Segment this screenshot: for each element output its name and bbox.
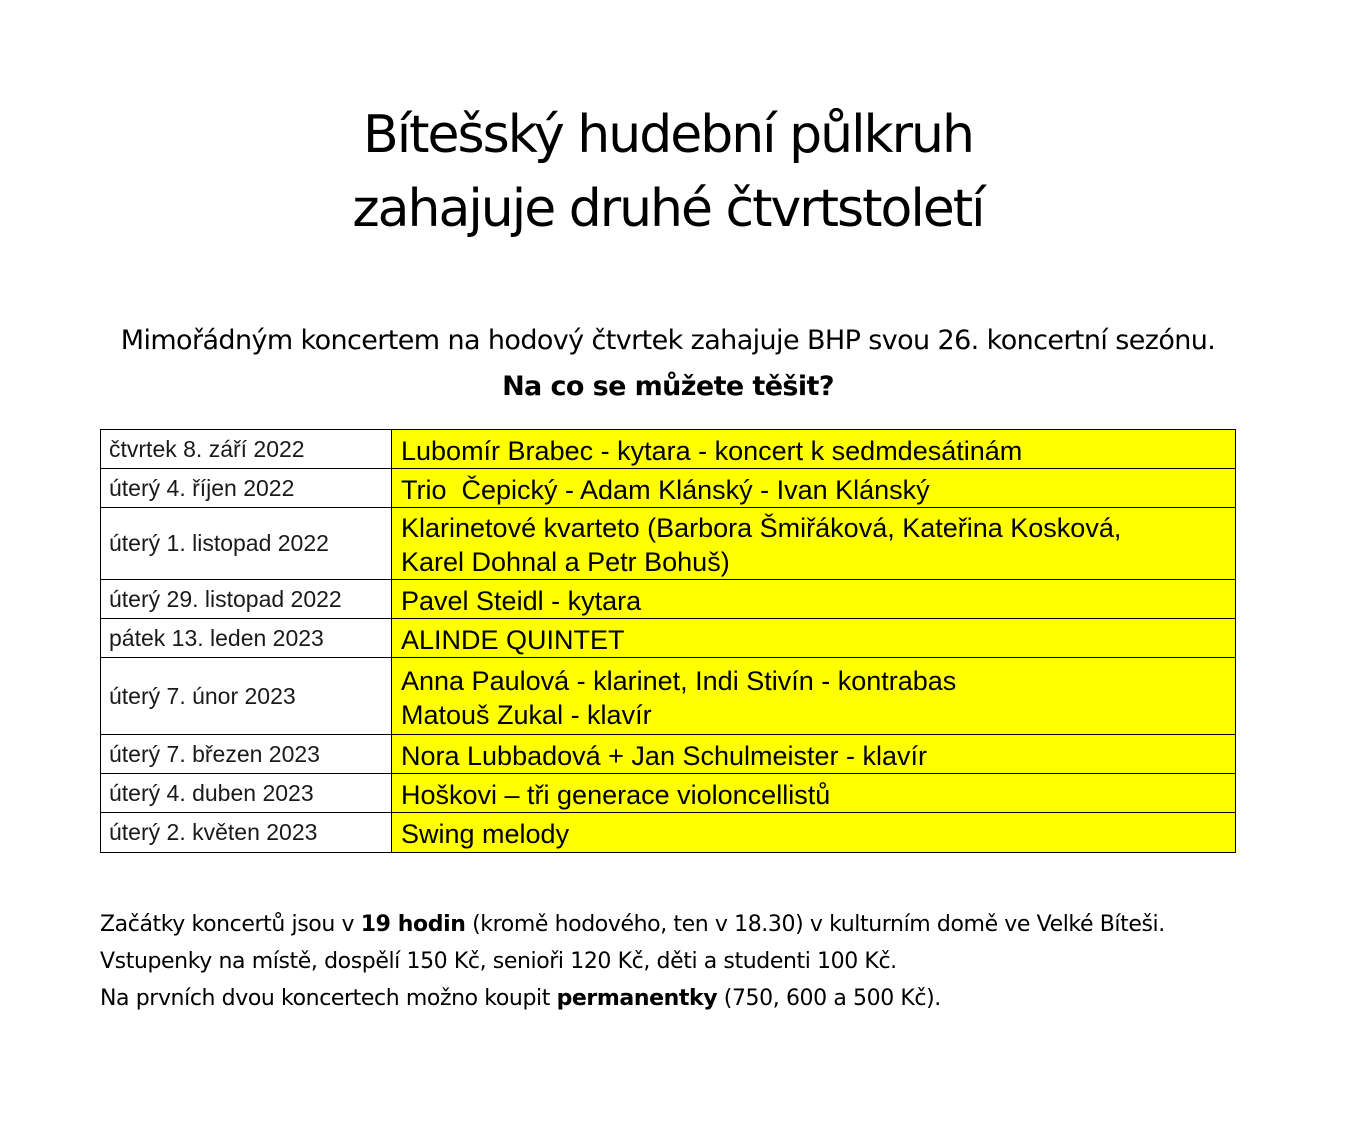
- event-line: Anna Paulová - klarinet, Indi Stivín - kontrabas: [401, 665, 957, 696]
- footer-text: Začátky koncertů jsou v: [100, 912, 361, 937]
- event-line: Lubomír Brabec - kytara - koncert k sedmdesátinám: [401, 435, 1023, 466]
- table-row: [101, 619, 1236, 658]
- event-line: Hoškovi – tři generace violoncellistů: [401, 779, 831, 810]
- concert-event: [392, 813, 1236, 853]
- table-row: [101, 469, 1236, 508]
- concert-date: úterý 4. duben 2023: [101, 774, 392, 813]
- page-title: [0, 98, 1336, 246]
- concert-date: úterý 7. březen 2023: [101, 735, 392, 774]
- intro-emphasis: Na co se můžete těšit?: [502, 371, 834, 402]
- concert-event: [392, 430, 1236, 469]
- table-row: [101, 735, 1236, 774]
- event-line: Swing melody: [401, 819, 570, 849]
- concert-event: [392, 735, 1236, 774]
- concert-event: [392, 619, 1236, 658]
- concert-event: [392, 580, 1236, 619]
- table-row: [101, 813, 1236, 853]
- footer-text: (kromě hodového, ten v 18.30) v kulturním domě ve Velké Bíteši.: [465, 912, 1165, 937]
- footer-line-start-time: [100, 906, 1300, 943]
- concert-date: úterý 29. listopad 2022: [101, 580, 392, 619]
- concert-date: pátek 13. leden 2023: [101, 619, 392, 658]
- footer-info: [100, 906, 1300, 1017]
- concert-date: úterý 7. únor 2023: [101, 658, 392, 735]
- footer-text: Na prvních dvou koncertech možno koupit: [100, 986, 557, 1011]
- event-line: Nora Lubbadová + Jan Schulmeister - klavír: [401, 740, 928, 771]
- concert-date: úterý 4. říjen 2022: [101, 469, 392, 508]
- intro-paragraph: [100, 318, 1236, 410]
- table-row: [101, 430, 1236, 469]
- title-line-2: zahajuje druhé čtvrtstoletí: [352, 179, 984, 239]
- table-row: [101, 658, 1236, 735]
- concert-event: [392, 508, 1236, 580]
- event-line: Klarinetové kvarteto (Barbora Šmiřáková, Kateřina Kosková,: [401, 513, 1122, 543]
- concert-date: úterý 2. květen 2023: [101, 813, 392, 853]
- season-ticket-label: permanentky: [556, 986, 718, 1011]
- concert-program-table: [100, 429, 1236, 853]
- event-line: Karel Dohnal a Petr Bohuš): [401, 547, 730, 577]
- footer-line-tickets: Vstupenky na místě, dospělí 150 Kč, senioři 120 Kč, děti a studenti 100 Kč.: [100, 949, 897, 974]
- concert-event: [392, 774, 1236, 813]
- table-row: [101, 580, 1236, 619]
- event-line: ALINDE QUINTET: [401, 624, 625, 655]
- concert-date: čtvrtek 8. září 2022: [101, 430, 392, 469]
- concert-event: [392, 658, 1236, 735]
- table-row: [101, 774, 1236, 813]
- event-line: Trio Čepický - Adam Klánský - Ivan Klánský: [401, 474, 930, 505]
- intro-text: Mimořádným koncertem na hodový čtvrtek zahajuje BHP svou 26. koncertní sezónu.: [120, 325, 1216, 356]
- footer-text: (750, 600 a 500 Kč).: [717, 986, 941, 1011]
- event-line: Pavel Steidl - kytara: [401, 585, 642, 616]
- event-line: Matouš Zukal - klavír: [401, 699, 652, 730]
- title-line-1: Bítešský hudební půlkruh: [363, 105, 973, 165]
- footer-line-season-tickets: [100, 980, 1300, 1017]
- concert-event: [392, 469, 1236, 508]
- start-time: 19 hodin: [360, 912, 466, 937]
- table-row: [101, 508, 1236, 580]
- concert-date: úterý 1. listopad 2022: [101, 508, 392, 580]
